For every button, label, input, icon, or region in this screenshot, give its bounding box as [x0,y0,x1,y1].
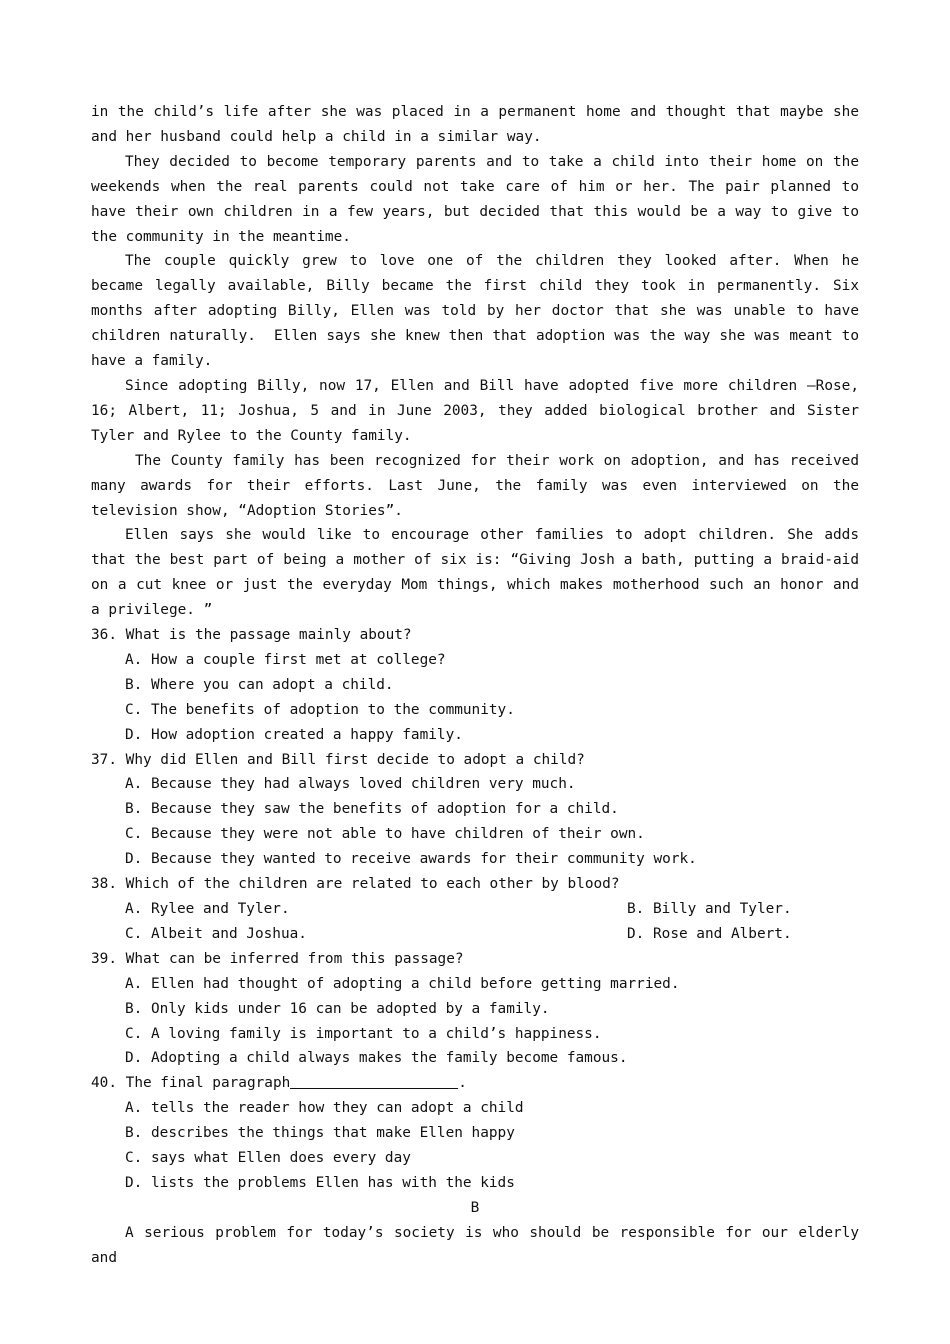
question-stem-suffix: . [458,1075,467,1092]
question-38 [91,872,859,947]
option-b: B. Billy and Tyler. [627,901,792,917]
question-39 [91,947,859,1072]
option-a: A. How a couple first met at college? [125,651,446,668]
option-c: C. Because they were not able to have children of their own. [125,826,645,843]
option-a: A. Ellen had thought of adopting a child before getting married. [125,975,680,992]
passage-paragraph: Ellen says she would like to encourage other families to adopt children. She adds that the best part of being a mother of six is: “Giving Josh a bath, putting a braid-aid on a cut knee or just the everyday Mom things, which makes motherhood such an honor and a privilege. ” [91,527,868,619]
option-b: B. Where you can adopt a child. [125,676,394,693]
option-d: D. Rose and Albert. [627,925,792,942]
option-c: C. A loving family is important to a child’s happiness. [125,1025,602,1042]
question-stem: 37. Why did Ellen and Bill first decide to adopt a child? [91,751,585,768]
document-page [91,100,868,1271]
passage-paragraph: They decided to become temporary parents and to take a child into their home on the weekends when the real parents could not take care of him or her. The pair planned to have their own children in a few years, but decided that this would be a way to give to the community in the meantime. [91,153,868,245]
option-b: B. Only kids under 16 can be adopted by a family. [125,1000,550,1017]
option-d: D. Because they wanted to receive awards for their community work. [125,851,697,868]
question-stem: 39. What can be inferred from this passage? [91,950,464,967]
question-40 [91,1071,859,1196]
question-stem: 36. What is the passage mainly about? [91,627,412,644]
option-b: B. describes the things that make Ellen happy [125,1125,515,1142]
option-d: D. Adopting a child always makes the family become famous. [125,1050,628,1067]
question-37 [91,748,859,873]
passage-paragraph: The couple quickly grew to love one of the children they looked after. When he became legally available, Billy became the first child they took in permanently. Six months after adopting Billy, Ellen was told by her doctor that she was unable to have children naturally. Ellen says she knew then that adoption was the way she was meant to have a family. [91,253,868,370]
question-36 [91,623,859,748]
section-heading: B [470,1199,480,1216]
passage-paragraph: Since adopting Billy, now 17, Ellen and Bill have adopted five more children —Rose, 16; Albert, 11; Joshua, 5 and in June 2003, they added biological brother and Sister Tyler and Rylee to the County family. [91,377,868,444]
option-d: D. How adoption created a happy family. [125,726,463,743]
question-stem [91,1071,859,1096]
option-a: A. Rylee and Tyler. [125,901,290,917]
passage-paragraph: A serious problem for today’s society is who should be responsible for our elderly and [91,1224,868,1266]
option-c: C. says what Ellen does every day [125,1150,411,1167]
option-b: B. Because they saw the benefits of adoption for a child. [125,801,619,818]
option-c: C. Albeit and Joshua. [125,925,307,942]
option-a: A. Because they had always loved children very much. [125,776,576,793]
option-row [91,922,859,947]
option-d: D. lists the problems Ellen has with the kids [125,1174,515,1191]
option-a: A. tells the reader how they can adopt a child [125,1100,524,1117]
question-stem: 38. Which of the children are related to each other by blood? [91,876,620,893]
question-stem-prefix: 40. The final paragraph [91,1075,291,1092]
answer-blank[interactable] [290,1073,458,1089]
passage-paragraph: The County family has been recognized for their work on adoption, and has received many awards for their efforts. Last June, the family was even interviewed on the television show, “Adoption Stories”. [91,452,868,519]
passage-paragraph: in the child’s life after she was placed in a permanent home and thought that maybe she and her husband could help a child in a similar way. [91,104,868,145]
option-row [91,897,859,922]
option-c: C. The benefits of adoption to the community. [125,701,515,718]
